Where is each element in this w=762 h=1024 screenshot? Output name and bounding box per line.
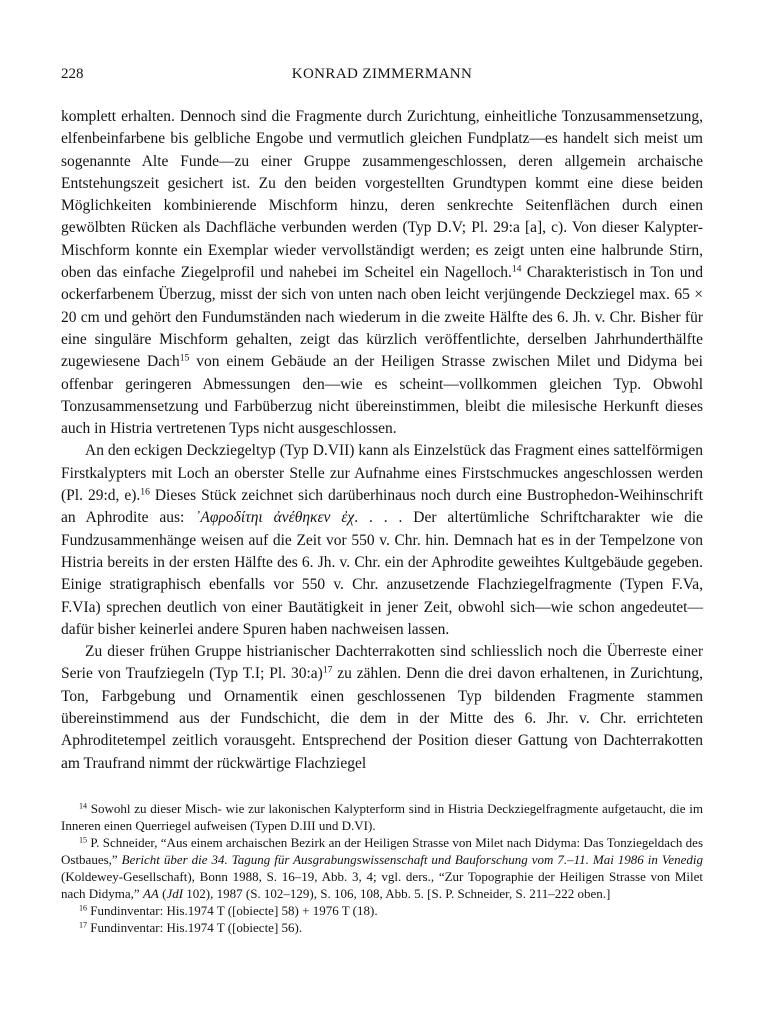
footnote-ref: 17 <box>322 665 333 677</box>
text-run: Fundinventar: His.1974 T ([obiecte] 56). <box>87 919 303 935</box>
body-text <box>61 106 703 775</box>
footnote <box>61 834 703 902</box>
text-run: zu zählen. Denn die drei davon erhaltenen, in Zurichtung, Ton, Farbgebung und Ornamentik einen geschlossenen Typ bildenden Fragmente stammen übereinstimmend aus der Fundschicht, die dem in der Mitte des 6. Jhr. v. Chr. errichteten Aphroditetempel zeitlich vorausgeht. Entsprechend der Position dieser Gattung von Dachterrakotten am Traufrand nimmt der rückwärtige Flachziegel <box>61 665 703 772</box>
text-run: ( <box>158 885 167 901</box>
footnotes <box>61 800 703 936</box>
text-run: Dieses Stück zeichnet sich darüberhinaus noch durch eine Bustrophedon-Weihinschrift an Aphrodite aus: <box>61 487 704 527</box>
running-head: KONRAD ZIMMERMANN <box>291 66 473 82</box>
page-number: 228 <box>61 66 84 82</box>
text-run: . . . . Der altertümliche Schriftcharakter wie die Fundzusammenhänge weisen auf die Zeit vor 550 v. Chr. hin. Demnach hat es in der Tempelzone von Histria bereits in der ersten Hälfte des 6. Jh. v. Chr. ein der Aphrodite geweihtes Kultgebäude gegeben. Einige stratigraphisch ebenfalls vor 550 v. Chr. anzusetzende Flachziegelfragmente (Typen F.Va, F.VIa) sprechen deutlich von einer Bautätigkeit in jener Zeit, obwohl sich—wie schon angedeutet—dafür bisher keinerlei andere Spuren haben nachweisen lassen. <box>61 509 704 638</box>
text-run: Sowohl zu dieser Misch- wie zur lakonischen Kalypterform sind in Histria Deckziegelfragmente aufgetaucht, die im Inneren einen Querriegel aufweisen (Typen D.III und D.VI). <box>61 800 703 833</box>
text-run: Zu dieser frühen Gruppe histrianischer Dachterrakotten sind schliesslich noch die Überreste einer Serie von Traufziegeln (Typ T.I; Pl. 30:a) <box>61 643 703 683</box>
footnote <box>61 800 703 834</box>
footnote-ref: 15 <box>79 835 88 845</box>
paragraph <box>61 106 703 440</box>
footnote <box>61 902 703 919</box>
text-run: P. Schneider, “Aus einem archaischen Bezirk an der Heiligen Strasse von Milet nach Didyma: Das Tonziegeldach des Ostbaues,” <box>61 834 703 867</box>
italic-text: AA <box>142 885 159 901</box>
text-run: Charakteristisch in Ton und ockerfarbenem Überzug, misst der sich von unten nach oben leicht verjüngende Deckziegel max. 65 × 20 cm und gehört den Fundumständen nach wiederum in die zweite Hälfte des 6. Jh. v. Chr. Bisher für eine singuläre Mischform gehalten, zeigt das kürzlich veröffentlichte, derselben Jahrhunderthälfte zugewiesene Dach <box>61 264 703 371</box>
italic-text: JdI <box>166 885 184 901</box>
page <box>61 66 703 936</box>
text-run: von einem Gebäude an der Heiligen Strasse zwischen Milet und Didyma bei offenbar geringeren Abmessungen den—wie es scheint—vollkommen gleichen Typ. Obwohl Tonzusammensetzung und Farbüberzug nicht übereinstimmen, bleibt die milesische Herkunft dieses auch in Histria vertretenen Typs nicht ausgeschlossen. <box>61 353 703 438</box>
footnote-ref: 16 <box>140 486 150 498</box>
paragraph <box>61 641 703 775</box>
italic-text: ᾿Αφροδίτηι ἀνέθηκεν ἐχ <box>195 509 355 527</box>
footnote <box>61 919 703 936</box>
text-run: 102), 1987 (S. 102–129), S. 106, 108, Abb. 5. [S. P. Schneider, S. 211–222 oben.] <box>183 885 611 901</box>
text-run: An den eckigen Deckziegeltyp (Typ D.VII) kann als Einzelstück das Fragment eines sattelförmigen Firstkalypters mit Loch an oberster Stelle zur Aufnahme eines Firstschmuckes angeschlossen werden (Pl. 29:d, e). <box>61 442 703 505</box>
footnote-ref: 17 <box>79 920 88 930</box>
page-header <box>61 66 703 88</box>
footnote-ref: 14 <box>79 801 88 811</box>
footnote-ref: 16 <box>79 903 88 913</box>
footnote-ref: 15 <box>179 352 190 364</box>
text-run: (Koldewey-Gesellschaft), Bonn 1988, S. 16–19, Abb. 3, 4; vgl. ders., “Zur Topographie der Heiligen Strasse von Milet nach Didyma,” <box>61 868 703 901</box>
footnote-ref: 14 <box>511 263 522 275</box>
paragraph <box>61 440 703 641</box>
text-run: komplett erhalten. Dennoch sind die Fragmente durch Zurichtung, einheitliche Tonzusammensetzung, elfenbeinfarbene bis gelbliche Engobe und vermutlich gleichen Fundplatz—es handelt sich meist um sogenannte Alte Funde—zu einer Gruppe zusammengeschlossen, deren allgemein archaische Entstehungszeit gesichert ist. Zu den beiden vorgestellten Grundtypen kommt eine diese beiden Möglichkeiten kombinierende Mischform hinzu, deren senkrechte Seitenflächen durch einen gewölbten Rücken als Dachfläche verbunden werden (Typ D.V; Pl. 29:a [a], c). Von dieser Kalypter-Mischform konnte ein Exemplar wieder vervollständigt werden; es zeigt unten eine halbrunde Stirn, oben das einfache Ziegelprofil und nahebei im Scheitel ein Nagelloch. <box>61 108 703 282</box>
text-run: Fundinventar: His.1974 T ([obiecte] 58) + 1976 T (18). <box>87 902 378 918</box>
italic-text: Bericht über die 34. Tagung für Ausgrabungswissenschaft und Bauforschung vom 7.–11. Mai 1986 in Venedig <box>121 851 703 867</box>
